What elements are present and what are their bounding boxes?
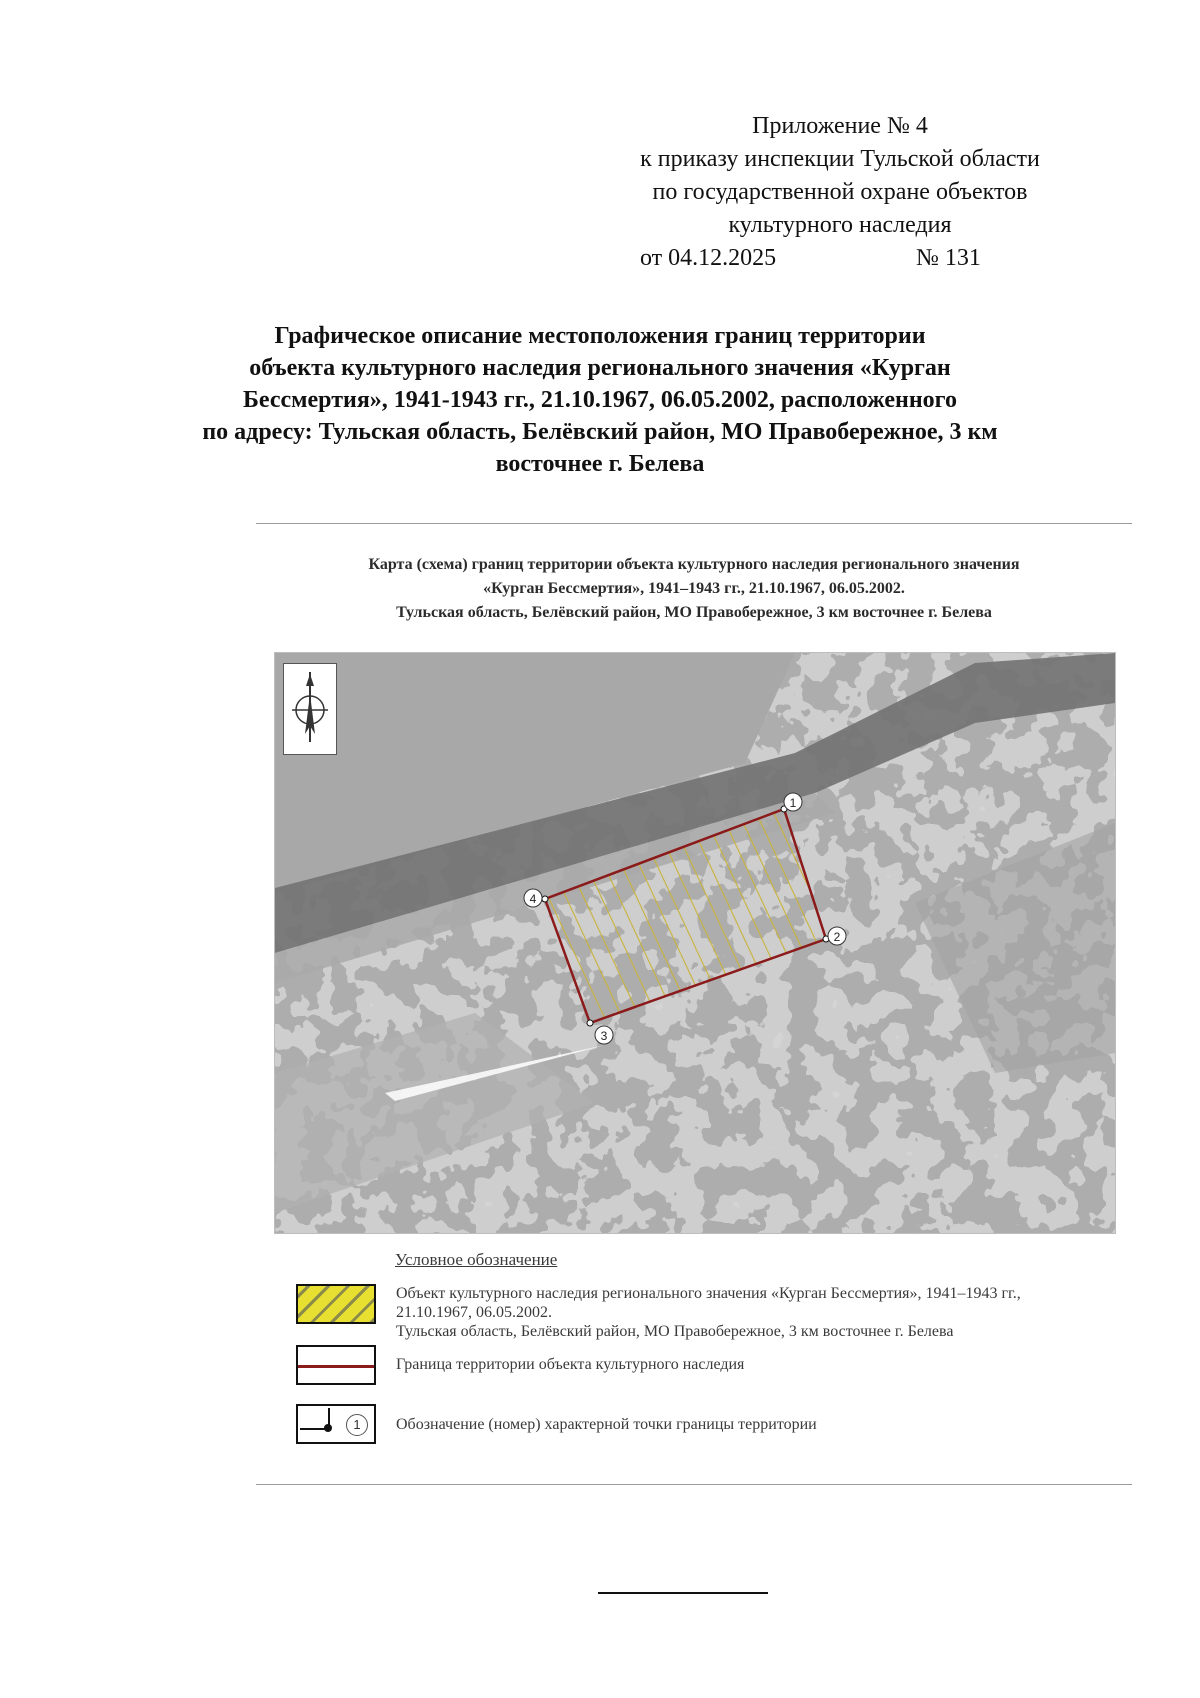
map-svg <box>275 653 1115 1233</box>
map-image <box>274 652 1116 1234</box>
point-label-1: 1 <box>789 796 797 810</box>
appendix-line-1: Приложение № 4 <box>752 113 928 139</box>
boundary-point-icon <box>296 1404 376 1444</box>
title-line-1: Графическое описание местоположения границ территории <box>274 323 926 349</box>
legend-object-line-3: Тульская область, Белёвский район, МО Правобережное, 3 км восточнее г. Белева <box>396 1323 954 1340</box>
legend-object-line-2: 21.10.1967, 06.05.2002. <box>396 1304 552 1321</box>
appendix-header <box>560 110 1120 271</box>
title-line-4: по адресу: Тульская область, Белёвский район, МО Правобережное, 3 км <box>202 419 998 445</box>
document-title <box>150 320 1050 480</box>
title-line-3: Бессмертия», 1941-1943 гг., 21.10.1967, 06.05.2002, расположенного <box>243 387 957 413</box>
point-label-4: 4 <box>529 892 537 906</box>
order-date: от 04.12.2025 <box>640 245 777 271</box>
north-arrow-icon <box>283 663 337 755</box>
hatch-swatch-icon <box>296 1284 376 1324</box>
legend-object-text <box>396 1284 1096 1341</box>
map-caption-line-3: Тульская область, Белёвский район, МО Правобережное, 3 км восточнее г. Белева <box>396 604 992 621</box>
title-line-5: восточнее г. Белева <box>495 451 705 477</box>
point-label-3: 3 <box>600 1029 608 1043</box>
appendix-line-3: по государственной охране объектов <box>652 179 1028 205</box>
point-label-2: 2 <box>833 930 841 944</box>
legend-object-line-1: Объект культурного наследия регионального значения «Курган Бессмертия», 1941–1943 гг., <box>396 1285 1021 1302</box>
order-date-row <box>560 242 1120 275</box>
order-number: № 131 <box>916 245 981 271</box>
legend-boundary-text: Граница территории объекта культурного наследия <box>396 1356 745 1373</box>
legend-title: Условное обозначение <box>395 1250 558 1269</box>
point-symbol-label: 1 <box>346 1414 368 1436</box>
boundary-line-icon <box>296 1345 376 1385</box>
footer-rule <box>598 1592 768 1594</box>
title-line-2: объекта культурного наследия регионального значения «Курган <box>249 355 951 381</box>
map-caption <box>256 553 1132 625</box>
appendix-line-2: к приказу инспекции Тульской области <box>640 146 1040 172</box>
appendix-line-4: культурного наследия <box>728 212 952 238</box>
top-divider <box>256 523 1132 524</box>
map-caption-line-1: Карта (схема) границ территории объекта культурного наследия регионального значения <box>368 556 1020 573</box>
map-caption-line-2: «Курган Бессмертия», 1941–1943 гг., 21.10.1967, 06.05.2002. <box>483 580 905 597</box>
legend-point-text: Обозначение (номер) характерной точки границы территории <box>396 1416 817 1433</box>
bottom-divider <box>256 1484 1132 1485</box>
